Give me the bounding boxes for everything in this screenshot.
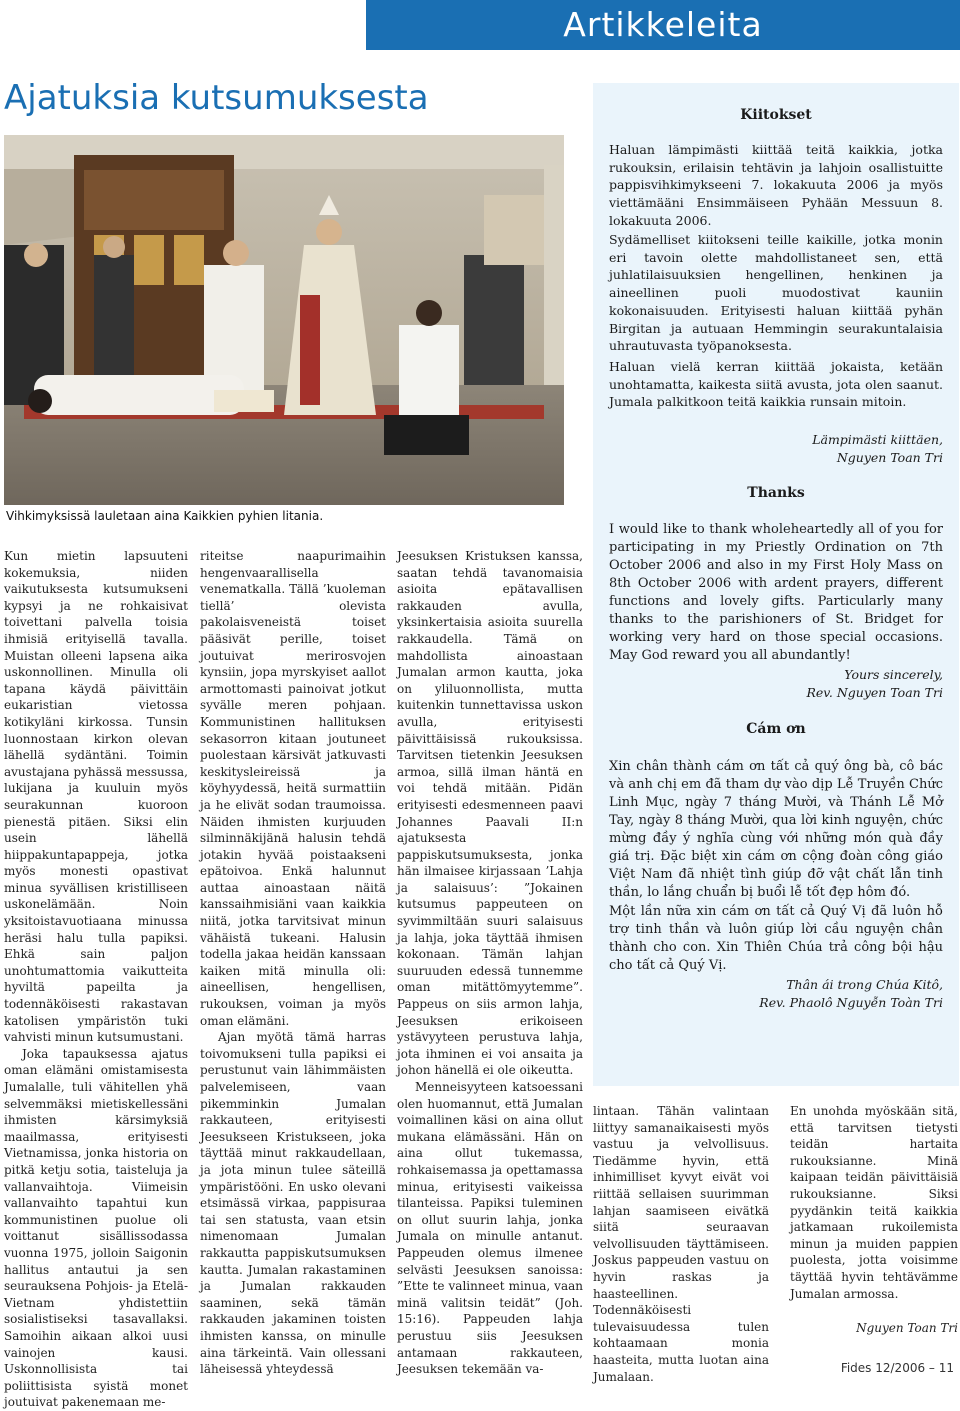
article-column-4 <box>593 1103 769 1385</box>
finnish-thanks-p1: Haluan lämpimästi kiittää teitä kaikkia, jotka rukouksin, erilaisin tehtävin ja lahjoin osallistuitte pappisvihkimykseeni 7. lokakuuta 2006 ja myös viettämääni Ensimmäiseen Pyhään Messuun 8. lokakuuta 2006. <box>609 142 943 228</box>
signature-name: Nguyen Toan Tri <box>836 449 943 465</box>
paragraph: Ajan myötä tämä harras toivomukseni tulla papiksi ei perustunut vain lähimmäisten palvelemiseen, vaan pikemminkin Jumalan rakkauteen, erityisesti Jeesukseen Kristukseen, joka täyttää minut rakkaudellaan, ja jota minun tulee säteillä ympäristööni. En usko olevani etsimässä virkaa, pappisuraa tai sen statusta, vaan etsin nimenomaan Jumalan rakkautta pappiskutsumuksen kautta. Jumalan rakastaminen ja Jumalan rakkauden saaminen, sekä tämän rakkauden jakaminen toisten ihmisten kanssa, on minulle aina tärkeintä. Vain ollessani läheisessä yhteydessä <box>200 1030 386 1377</box>
paragraph: Joka tapauksessa ajatus oman elämäni omistamisesta Jumalalle, tuli vähitellen yhä selvemmäksi mietiskellessäni ihmisten kärsimyksiä maailmassa, erityisesti Vietnamissa, jonka historia on pitkä ketju sotia, taisteluja ja vallanvaihtoja. Viimeisin vallanvaihto tapahtui kun kommunistinen puolue oli voittanut sisällissodassa vuonna 1975, jolloin Saigonin hallitus antautui ja sen seurauksena Pohjois- ja Etelä-Vietnam yhdistettiin sosialistiseksi tasavallaksi. Samoihin aikaan alkoi uusi vainojen kausi. Uskonnollisista tai poliittisista syistä monet joutuivat pakenemaan me- <box>4 1046 188 1410</box>
finnish-thanks-p3: Haluan vielä kerran kiittää jokaista, ketään unohtamatta, kaikesta siitä avusta, jota olen saanut. Jumala palkitkoon teitä kaikkia runsain mitoin. <box>609 359 943 410</box>
cam-on-heading: Cám ơn <box>746 721 806 737</box>
section-header: Artikkeleita <box>366 0 960 50</box>
vietnamese-thanks-p2: Một lần nữa xin cám ơn tất cả Quý Vị đã luôn hỗ trợ tinh thần và luôn giúp lời cầu nguyện chân thành cho con. Xin Thiên Chúa trả công bội hậu cho tất cả Quý Vị. <box>609 904 943 973</box>
paragraph: lintaan. Tähän valintaan liittyy samanaikaisesti myös vastuu ja velvollisuus. Tiedämme hyvin, että inhimilliset kyvyt eivät voi riittää sellaisen suurimman lahjan saamiseen eivätkä siitä seuraavan velvollisuuden täyttämiseen. Joskus pappeuden vastuu on hyvin raskas ja haasteellinen. Todennäköisesti tulevaisuudessa tulen kohtaamaan monia haasteita, mutta luotan aina Jumalaan. <box>593 1104 769 1384</box>
photo-caption: Vihkimyksissä lauletaan aina Kaikkien pyhien litania. <box>6 509 324 523</box>
thanks-heading: Thanks <box>747 485 805 501</box>
signature-line: Yours sincerely, <box>844 667 943 682</box>
english-signature <box>609 666 943 701</box>
finnish-signature <box>609 431 943 466</box>
page-footer: Fides 12/2006 – 11 <box>840 1361 954 1375</box>
kiitokset-heading: Kiitokset <box>740 107 812 123</box>
finnish-thanks-p2: Sydämelliset kiitokseni teille kaikille, jotka monin eri tavoin olette mahdollistaneet sen, että juhlatilaisuuksien hengellinen, henkinen ja aineellinen puoli muodostivat kauniin kokonaisuuden. Erityisesti haluan kiittää pyhän Birgitan ja autuaan Hemmingin seurakuntalaisia uhrautuvasta työpanoksesta. <box>609 232 943 354</box>
author-signature: Nguyen Toan Tri <box>856 1321 958 1336</box>
paragraph: En unohda myöskään sitä, että tarvitsen tietysti teidän hartaita rukouksianne. Minä kaipaan teidän päivittäisiä rukouksianne. Siksi pyydänkin teitä kaikkia jatkamaan rukoilemista minun ja muiden pappien puolesta, jotta voisimme täyttää hyvin tehtävämme Jumalan armossa. <box>790 1104 958 1301</box>
article-column-1 <box>4 548 188 1411</box>
article-column-3 <box>397 548 583 1378</box>
ordination-photo-image <box>4 135 564 505</box>
article-column-5 <box>790 1103 958 1337</box>
paragraph: Kun mietin lapsuuteni kokemuksia, niiden vaikutuksesta kutsumukseni kypsyi ja ne rohkaisivat toivettani palvella toisia ihmisiä erityisellä tavalla. Muistan olleeni lapsena aika uskonnollinen. Minulla oli tapana käydä päivittäin eukaristian vietossa kotikyläni kirkossa. Tunsin luonnostaan kirkon olevan lähellä sydäntäni. Toimin avustajana pyhässä messussa, lukijana ja kuuluin myös seurakunnan kuoroon pienestä pitäen. Siksi elin usein lähellä hiippakuntapappeja, jotka myös monesti opastivat minua syvällisen kristilliseen uskonelämään. Noin yksitoistavuotiaana minussa heräsi halu tulla papiksi. Ehkä sain paljon unohtumattomia vaikutteita hyviltä papeilta ja todennäköisesti rakastavan katolisen ympäristön tuki vahvisti minun kutsumustani. <box>4 549 188 1045</box>
article-column-2 <box>200 548 386 1378</box>
ordination-photo <box>4 135 564 505</box>
paragraph: Jeesuksen Kristuksen kanssa, saatan tehdä tavanomaisia asioita epätavallisen rakkauden avulla, yksinkertaisia asioita suurella rakkaudella. Tämä on mahdollista ainoastaan Jumalan armon kautta, joka on yliluonnollista, mutta kuitenkin tunnettavissa uskon avulla, erityisesti päivittäisissä rukouksissa. Tarvitsen tietenkin Jeesuksen armoa, sillä ilman häntä en voi tehdä mitään. Pidän erityisesti edesmenneen paavi Johannes Paavali II:n ajatuksesta pappiskutsumuksesta, jonka hän ilmaisee kirjassaan ’Lahja ja salaisuus’: ”Jokainen kutsumus pappeuteen on syvimmiltään suuri salaisuus ja lahja, joka täyttää ihmisen kokonaan. Tämän lahjan suuruuden edessä tunnemme oman mitättömyytemme”. Pappeus on siis armon lahja, Jeesuksen erikoiseen ystävyyteen perustuva lahja, jota ihminen ei voi ansaita ja johon hänellä ei ole oikeutta. <box>397 549 583 1078</box>
signature-line: Thân ái trong Chúa Kitô, <box>786 977 943 992</box>
article-title: Ajatuksia kutsumuksesta <box>4 78 429 118</box>
paragraph: Menneisyyteen katsoessani olen huomannut, että Jumalan voimallinen käsi on aina ollut mukana elämässäni. Hän on aina ollut tukemassa, rohkaisemassa ja opettamassa minua, erityisesti vaikeissa tilanteissa. Papiksi tuleminen on ollut suurin lahja, jonka Jumala on minulle antanut. Pappeuden olemus ilmenee selvästi Jeesuksen sanoissa: ”Ette te valinneet minua, vaan minä valitsin teidät” (Joh. 15:16). Pappeuden lahja perustuu siis Jeesuksen antamaan rakkauteen, Jeesuksen tekemään va- <box>397 1080 583 1377</box>
english-thanks: I would like to thank wholeheartedly all of you for participating in my Priestly Ordination on 7th October 2006 and also in my First Holy Mass on 8th October 2006 with ardent prayers, different functions and lovely gifts. Particularly many thanks to the parishioners of St. Bridget for working very hard on those special occasions. May God reward you all abundantly! <box>609 522 943 663</box>
vietnamese-signature <box>609 976 943 1011</box>
paragraph: riteitse naapurimaihin hengenvaarallisella venematkalla. Tällä ’kuoleman tiellä’ olevista pakolaisveneistä toiset pääsivät perille, toiset joutuivat merirosvojen kynsiin, jopa myrskyiset aallot armottomasti painoivat jotkut syvälle meren pohjaan. Kommunistinen hallituksen sekasorron kitaan joutuneet puolestaan kärsivät jatkuvasti keskitysleireissä ja köyhyydessä, heitä surmattiin ja he elivät sodan traumoissa. Näiden ihmisten kurjuuden silminnäkijänä halusin tehdä jotakin hyvää poistaakseni epätoivoa. Enkä halunnut auttaa ainoastaan näitä kanssaihmisiäni vaan kaikkia niitä, jotka tarvitsivat minun vähäistä tukeani. Halusin todella jakaa heidän kanssaan kaiken mitä minulla oli: aineellisen, hengellisen, rukouksen, voiman ja myös oman elämäni. <box>200 549 386 1028</box>
thanks-sidebar <box>593 83 959 1086</box>
signature-line: Lämpimästi kiittäen, <box>812 432 943 447</box>
signature-name: Rev. Nguyen Toan Tri <box>806 684 943 700</box>
vietnamese-thanks-p1: Xin chân thành cám ơn tất cả quý ông bà, cô bác và anh chị em đã tham dự vào dịp Lễ Truyền Chức Linh Mục, ngày 7 tháng Mười, và Thánh Lễ Mở Tay, ngày 8 tháng Mười, qua lời kinh nguyện, chức mừng đầy ý nghĩa cùng với những món quà đầy giá trị. Đặc biệt xin cám ơn cộng đoàn công giáo Việt Nam đã nhiệt tình giúp đỡ vật chất lẫn tinh thần, lo lắng chuẩn bị buổi lễ tốt đẹp hôm đó. <box>609 759 943 900</box>
signature-name: Rev. Phaolô Nguyễn Toàn Tri <box>759 994 943 1010</box>
